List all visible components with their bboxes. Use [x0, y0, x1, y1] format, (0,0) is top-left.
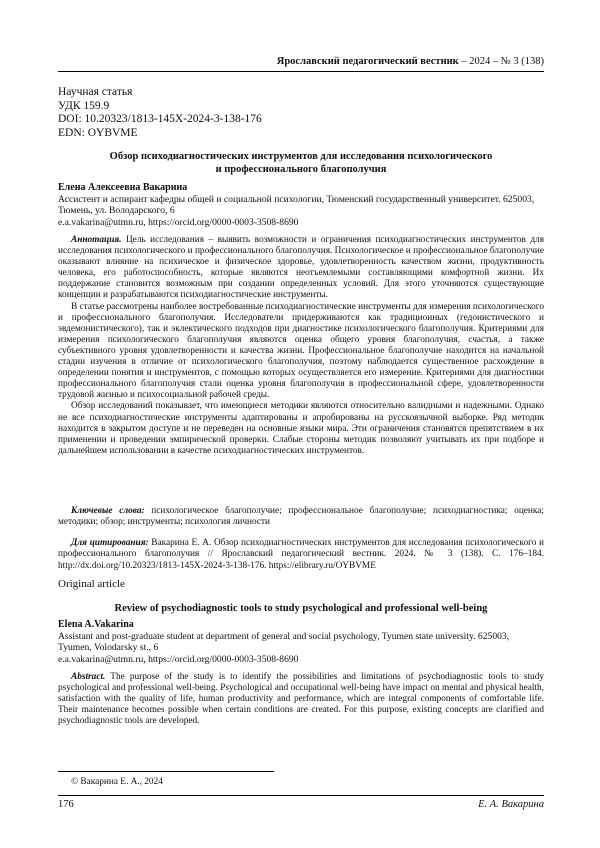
copyright: © Вакарина Е. А., 2024	[71, 777, 163, 787]
author-block-ru	[58, 182, 544, 228]
contacts-en: e.a.vakarina@utmn.ru, https://orcid.org/0000-0003-3508-8690	[58, 653, 299, 665]
author-name-en: Elena A.Vakarina	[58, 619, 134, 630]
abstract-en	[58, 672, 544, 727]
article-title-ru	[98, 151, 504, 176]
article-title-en: Review of psychodiagnostic tools to study psychological and professional well-being	[114, 603, 488, 614]
article-type: Научная статья	[58, 86, 133, 98]
contacts-ru: e.a.vakarina@utmn.ru, https://orcid.org/0000-0003-3508-8690	[58, 216, 299, 228]
abstract-paragraph-3: Обзор исследований показывает, что имеющиеся методики являются относительно валидными и надежными. Однако не все психодиагностические инструменты адаптированы и апробированы на русскоязычной выборке. Ряд методик находится в закрытом доступе и не переведен на основные языки мира. Эти ограничения становятся препятствием в их применении и проведении эмпирической проверки. Слабые стороны методик позволяют учитывать их при подборе и дальнейшем использовании в качестве психодиагностических инструментов.	[58, 401, 544, 456]
journal-name: Ярославский педагогический вестник	[276, 56, 459, 67]
doi: DOI: 10.20323/1813-145X-2024-3-138-176	[58, 113, 262, 125]
abstract-paragraph-2: В статье рассмотрены наиболее востребованные психодиагностические инструменты для измерения психологического и профессионального благополучия. Исследователи придерживаются как традиционных (гедонистического и эвдемонистического), так и эклектического подходов при диагностике психологического благополучия. Критериями для измерения психологического благополучия являются оценка общего уровня благополучия, счастья, а также субъективного уровня удовлетворенности и качества жизни. Профессиональное благополучие находится на начальной стадии изучения в отличие от психологического благополучия, поэтому наблюдается существенное расхождение в определении понятия и инструментов, с помощью которых осуществляется его измерение. Критериями для диагностики профессионального благополучия стали оценка уровня благополучия в профессиональной сфере, удовлетворенности трудовой жизнью и психосоциальной рабочей среды.	[58, 301, 544, 401]
abstract-text-en: The purpose of the study is to identify the possibilities and limitations of psychodiagnostic tools to study psychological and professional well-being. Psychological and occupational well-being have impact on mental and physical health, satisfaction with the quality of life, human productivity and performance, which are integral components of comfortable life. Their maintenance becomes possible when certain conditions are created. For this purpose, existing concepts are clarified and psychodiagnostic tools are developed.	[58, 672, 544, 727]
keywords-label: Ключевые слова:	[71, 506, 145, 516]
abstract-paragraph-1	[58, 235, 544, 302]
title-line-1: Обзор психодиагностических инструментов для исследования психологического	[109, 151, 493, 162]
footnote-rule	[58, 771, 274, 772]
running-header	[58, 56, 544, 67]
author-block-en	[58, 619, 544, 665]
author-name-ru: Елена Алексеевна Вакарина	[58, 182, 188, 193]
citation-label: Для цитирования:	[71, 538, 149, 548]
affiliation-ru: Ассистент и аспирант кафедры общей и социальной психологии, Тюменский государственный университет. 625003, Тюмень, ул. Володарского, 6	[58, 193, 535, 217]
edn: EDN: OYBVME	[58, 126, 138, 139]
abstract-text-1: Цель исследования – выявить возможности и ограничения психодиагностических инструментов для исследования психологического и профессионального благополучия. Психологическое и профессиональное благополучие оказывают влияние на психическое и физическое здоровье, удовлетворенность качеством жизни, продуктивность человека, его работоспособность, которые являются неотъемлемыми составляющими комфортной жизни. Их поддержание становится возможным при создании определенных условий. Для этого уточняются существующие концепции и разрабатываются психодиагностические инструменты.	[58, 235, 544, 301]
keywords-ru	[58, 506, 544, 528]
citation-text: Вакарина Е. А. Обзор психодиагностических инструментов для исследования психологического и профессионального благополучия // Ярославский педагогический вестник. 2024. № 3 (138). С. 176–184. http://dx.doi.org/10.20323/1813-145X-2024-3-138-176. https://elibrary.ru/OYBVME	[58, 538, 545, 571]
article-meta	[58, 86, 262, 140]
page-number: 176	[58, 799, 74, 810]
keywords-text: психологическое благополучие; профессиональное благополучие; психодиагностика; оценка; методики; обзор; инструменты; психология личности	[58, 506, 544, 528]
journal-issue: – 2024 – № 3 (138)	[458, 56, 544, 67]
original-article-label: Original article	[58, 578, 125, 590]
citation	[58, 538, 544, 572]
abstract-label-ru: Аннотация.	[71, 235, 122, 245]
abstract-ru	[58, 235, 544, 457]
abstract-label-en: Abstract.	[71, 672, 106, 682]
footer-author: Е. А. Вакарина	[478, 799, 544, 810]
udc: УДК 159.9	[58, 99, 110, 112]
title-line-2: и профессионального благополучия	[215, 163, 387, 175]
footer-rule	[58, 795, 544, 796]
header-rule	[58, 71, 544, 72]
affiliation-en: Assistant and post-graduate student at department of general and social psychology, Tyumen state university. 625003, Tyumen, Volodarsky st., 6	[58, 630, 510, 654]
